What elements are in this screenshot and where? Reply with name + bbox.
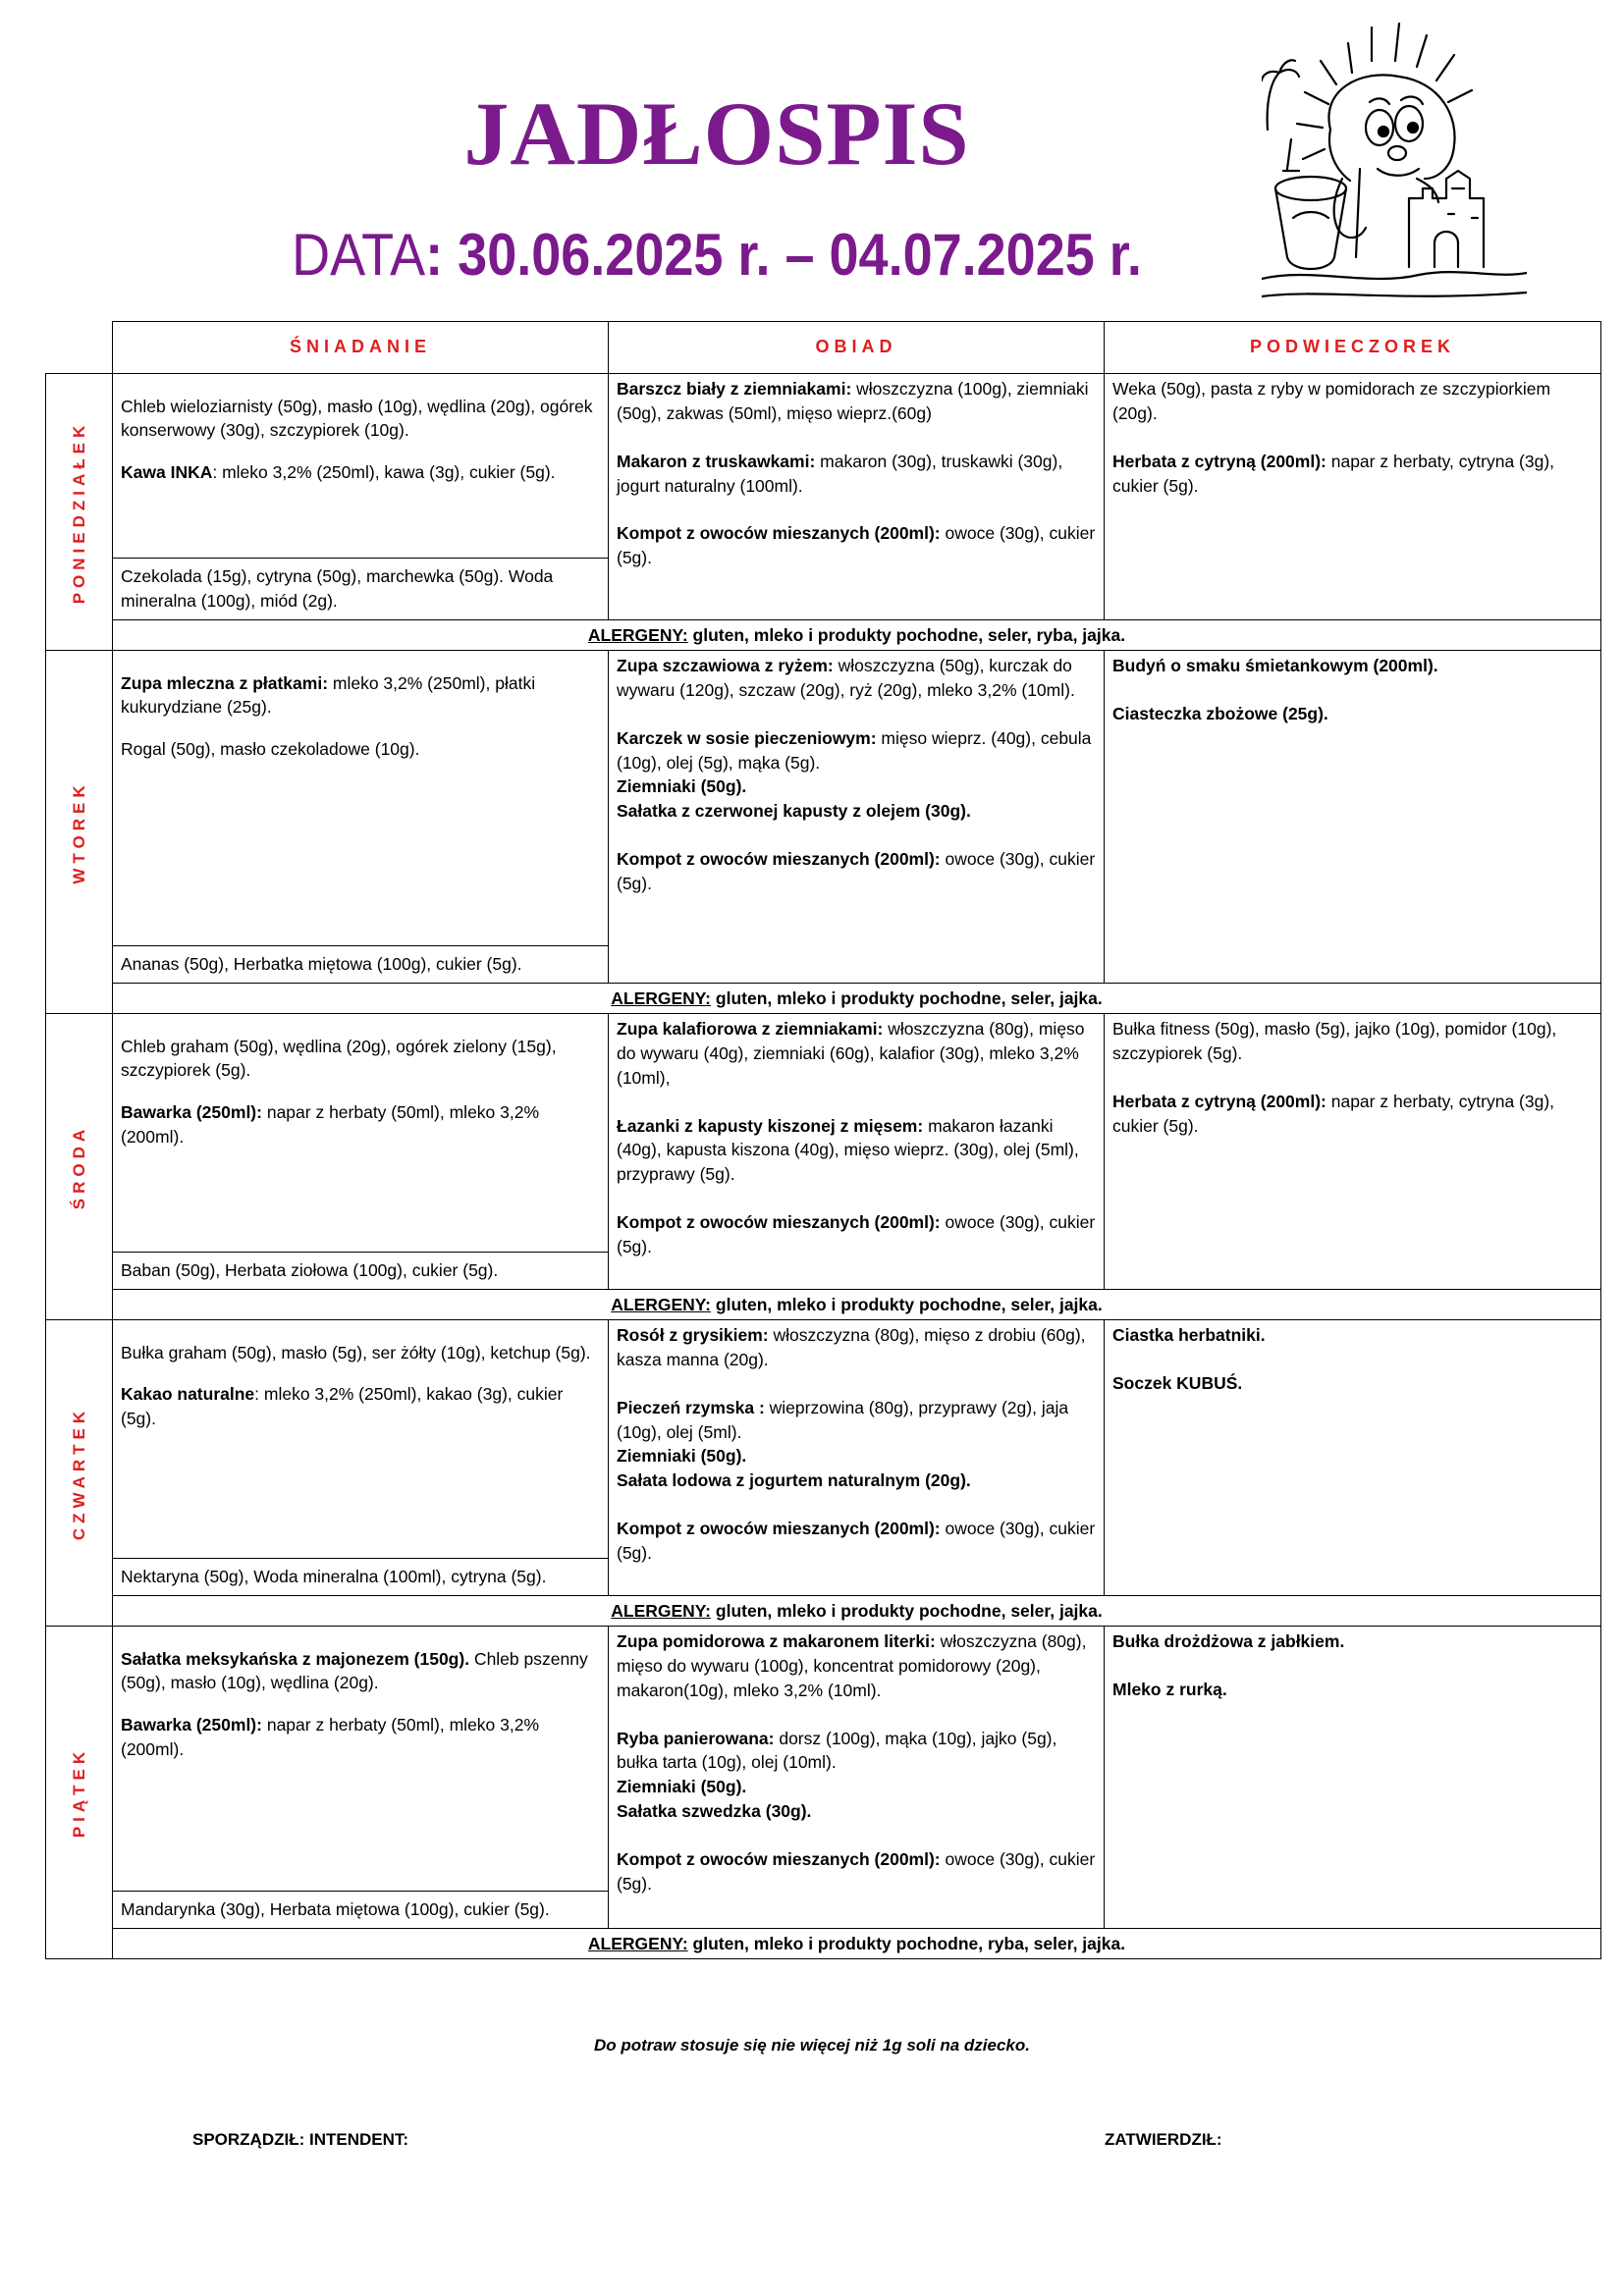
lunch-cell <box>609 1014 1105 1290</box>
dish-name: Budyń o smaku śmietankowym (200ml). <box>1112 656 1438 675</box>
dish-ingredients: Chleb graham (50g), wędlina (20g), ogórek zielony (15g), szczypiorek (5g). <box>121 1036 557 1081</box>
dish-name: Zupa kalafiorowa z ziemniakami: <box>617 1019 884 1039</box>
dish-name: Sałata lodowa z jogurtem naturalnym (20g). <box>617 1470 971 1491</box>
dish-name: Ziemniaki (50g). <box>617 1777 747 1797</box>
dish-name: Barszcz biały z ziemniakami: <box>617 379 852 399</box>
date-range <box>72 222 1362 288</box>
dish-ingredients: Rogal (50g), masło czekoladowe (10g). <box>121 738 420 759</box>
dish-name: Ciasteczka zbożowe (25g). <box>1112 703 1328 723</box>
dish-name: Kompot z owoców mieszanych (200ml): <box>617 849 941 870</box>
breakfast-main <box>113 374 608 558</box>
dish-name: Zupa mleczna z płatkami: <box>121 672 329 693</box>
day-row <box>46 1320 1601 1596</box>
dish-name: Bawarka (250ml): <box>121 1714 262 1735</box>
dish-name: Łazanki z kapusty kiszonej z mięsem: <box>617 1115 924 1136</box>
lunch-cell <box>609 1627 1105 1929</box>
menu-item <box>1112 377 1593 426</box>
menu-item <box>617 654 1096 703</box>
lunch-content <box>609 1320 1104 1572</box>
dish-ingredients: włoszczyzna (80g), mięso do wywaru (40g), ziemniaki (60g), kalafior (30g), mleko 3,2% (10ml), <box>617 1019 1085 1088</box>
lunch-content <box>609 374 1104 576</box>
dish-ingredients: Chleb wieloziarnisty (50g), masło (10g), wędlina (20g), ogórek konserwowy (30g), szczypiorek (10g). <box>121 396 593 441</box>
breakfast-content <box>113 374 608 619</box>
lunch-content <box>609 1627 1104 1902</box>
menu-item <box>1112 1678 1593 1702</box>
allergens-cell <box>113 984 1601 1014</box>
breakfast-cell <box>113 1320 609 1596</box>
date-value: : 30.06.2025 r. – 04.07.2025 r. <box>425 222 1142 288</box>
lunch-content <box>609 1014 1104 1265</box>
day-row <box>46 374 1601 620</box>
menu-item <box>617 450 1096 499</box>
menu-item <box>121 671 600 721</box>
dish-name: Bułka drożdżowa z jabłkiem. <box>1112 1631 1345 1651</box>
header-lunch: OBIAD <box>609 322 1105 374</box>
breakfast-content <box>113 651 608 983</box>
menu-item <box>617 1114 1096 1188</box>
menu-item <box>617 1775 1096 1799</box>
menu-item <box>617 1517 1096 1566</box>
dish-name: Sałatka szwedzka (30g). <box>617 1801 812 1822</box>
afternoon-cell <box>1105 374 1601 620</box>
salt-note: Do potraw stosuje się nie więcej niż 1g soli na dziecko. <box>593 2036 1030 2055</box>
menu-item <box>617 847 1096 896</box>
dish-ingredients: makaron (30g), truskawki (30g), jogurt naturalny (100ml). <box>617 451 1063 496</box>
menu-item <box>121 1035 600 1084</box>
menu-item <box>617 1727 1096 1776</box>
menu-item <box>1112 1629 1593 1654</box>
afternoon-content <box>1105 651 1600 732</box>
menu-item <box>617 1799 1096 1824</box>
day-label-cell <box>46 374 113 651</box>
menu-item <box>121 1382 600 1431</box>
morning-snack <box>113 558 608 619</box>
allergens-cell <box>113 1929 1601 1959</box>
day-row <box>46 651 1601 984</box>
menu-item <box>1112 654 1593 678</box>
breakfast-cell <box>113 374 609 620</box>
menu-item <box>617 1017 1096 1091</box>
menu-item <box>1112 1017 1593 1066</box>
allergens-list: gluten, mleko i produkty pochodne, ryba, seler, jajka. <box>692 1933 1126 1953</box>
allergens-row <box>46 1290 1601 1320</box>
snack-text: Mandarynka (30g), Herbata miętowa (100g), cukier (5g). <box>121 1899 550 1920</box>
page-title: JADŁOSPIS <box>463 83 970 184</box>
table-header-row <box>46 322 1601 374</box>
breakfast-content <box>113 1014 608 1289</box>
allergens-cell <box>113 1290 1601 1320</box>
menu-item <box>617 1629 1096 1703</box>
day-label-cell <box>46 1627 113 1959</box>
dish-ingredients: włoszczyzna (50g), kurczak do wywaru (120g), szczaw (20g), ryż (20g), mleko 3,2% (10ml). <box>617 656 1075 700</box>
dish-ingredients: owoce (30g), cukier (5g). <box>617 1212 1096 1256</box>
dish-name: Herbata z cytryną (200ml): <box>1112 451 1326 471</box>
menu-item <box>617 1444 1096 1468</box>
allergens-list: gluten, mleko i produkty pochodne, seler, jajka. <box>715 988 1103 1008</box>
dish-ingredients: napar z herbaty, cytryna (3g), cukier (5g). <box>1112 451 1555 496</box>
menu-item <box>1112 1371 1593 1396</box>
dish-ingredients: : mleko 3,2% (250ml), kakao (3g), cukier (5g). <box>121 1383 564 1428</box>
menu-table <box>45 321 1601 1959</box>
dish-ingredients: owoce (30g), cukier (5g). <box>617 1848 1096 1894</box>
dish-ingredients: owoce (30g), cukier (5g). <box>617 1519 1096 1563</box>
dish-ingredients: Bułka fitness (50g), masło (5g), jajko (10g), pomidor (10g), szczypiorek (5g). <box>1112 1019 1557 1063</box>
allergens-cell <box>113 620 1601 651</box>
dish-ingredients: napar z herbaty (50ml), mleko 3,2% (200ml). <box>121 1714 540 1759</box>
day-name: ŚRODA <box>69 1124 88 1209</box>
dish-name: Kompot z owoców mieszanych (200ml): <box>617 523 941 544</box>
menu-item <box>617 726 1096 775</box>
dish-name: Ziemniaki (50g). <box>617 1446 747 1467</box>
dish-name: Sałatka meksykańska z majonezem (150g). <box>121 1648 470 1669</box>
dish-ingredients: napar z herbaty (50ml), mleko 3,2% (200ml). <box>121 1101 540 1147</box>
menu-item <box>121 395 600 444</box>
allergens-list: gluten, mleko i produkty pochodne, seler, ryba, jajka. <box>692 624 1126 645</box>
breakfast-content <box>113 1320 608 1595</box>
menu-item <box>1112 702 1593 726</box>
breakfast-main <box>113 1014 608 1252</box>
lunch-content <box>609 651 1104 902</box>
dish-name: Herbata z cytryną (200ml): <box>1112 1091 1326 1111</box>
header-breakfast: ŚNIADANIE <box>113 322 609 374</box>
snack-text: Ananas (50g), Herbatka miętowa (100g), cukier (5g). <box>121 954 522 975</box>
dish-ingredients: dorsz (100g), mąka (10g), jajko (5g), bułka tarta (10g), olej (10ml). <box>617 1728 1057 1773</box>
dish-ingredients: owoce (30g), cukier (5g). <box>617 849 1096 893</box>
dish-ingredients: włoszczyzna (80g), mięso do wywaru (100g), koncentrat pomidorowy (20g), makaron(10g), mleko 3,2% (10ml). <box>617 1631 1087 1700</box>
day-name: PIĄTEK <box>69 1746 88 1839</box>
dish-ingredients: napar z herbaty, cytryna (3g), cukier (5g). <box>1112 1091 1555 1136</box>
day-row <box>46 1627 1601 1929</box>
breakfast-cell <box>113 651 609 984</box>
dish-name: Makaron z truskawkami: <box>617 451 816 471</box>
morning-snack <box>113 1558 608 1595</box>
morning-snack <box>113 1891 608 1928</box>
menu-item <box>121 460 600 485</box>
dish-ingredients: makaron łazanki (40g), kapusta kiszona (40g), mięso wieprz. (30g), olej (5ml), przyprawy (5g). <box>617 1115 1079 1185</box>
menu-item <box>1112 1323 1593 1348</box>
breakfast-main <box>113 1320 608 1558</box>
day-row <box>46 1014 1601 1290</box>
snack-text: Czekolada (15g), cytryna (50g), marchewka (50g). Woda mineralna (100g), miód (2g). <box>121 566 554 612</box>
menu-item <box>617 1396 1096 1445</box>
dish-ingredients: wieprzowina (80g), przyprawy (2g), jaja (10g), olej (5ml). <box>617 1397 1069 1442</box>
menu-item <box>617 377 1096 426</box>
lunch-cell <box>609 374 1105 620</box>
afternoon-content <box>1105 1320 1600 1402</box>
menu-item <box>617 1468 1096 1493</box>
approved-by-label: ZATWIERDZIŁ: <box>1105 2130 1222 2149</box>
dish-name: Zupa pomidorowa z makaronem literki: <box>617 1631 936 1651</box>
afternoon-content <box>1105 1014 1600 1144</box>
dish-ingredients: Chleb pszenny (50g), masło (10g), wędlina (20g). <box>121 1648 588 1693</box>
breakfast-main <box>113 651 608 945</box>
sun-sandcastle-icon <box>1262 22 1527 306</box>
dish-name: Ciastka herbatniki. <box>1112 1325 1266 1345</box>
dish-ingredients: mleko 3,2% (250ml), płatki kukurydziane (25g). <box>121 672 536 718</box>
menu-item <box>121 1341 600 1365</box>
allergens-label: ALERGENY: <box>611 988 712 1008</box>
morning-snack <box>113 1252 608 1289</box>
lunch-cell <box>609 651 1105 984</box>
allergens-row <box>46 1596 1601 1627</box>
dish-name: Kakao naturalne <box>121 1383 255 1404</box>
allergens-label: ALERGENY: <box>611 1600 712 1621</box>
day-name: CZWARTEK <box>69 1406 88 1540</box>
day-label-cell <box>46 1014 113 1320</box>
dish-name: Kompot z owoców mieszanych (200ml): <box>617 1848 941 1869</box>
breakfast-cell <box>113 1627 609 1929</box>
lunch-cell <box>609 1320 1105 1596</box>
menu-item <box>121 737 600 762</box>
dish-ingredients: : mleko 3,2% (250ml), kawa (3g), cukier (5g). <box>212 461 556 482</box>
dish-name: Sałatka z czerwonej kapusty z olejem (30g). <box>617 801 971 822</box>
dish-name: Kompot z owoców mieszanych (200ml): <box>617 1212 941 1233</box>
day-name: PONIEDZIAŁEK <box>69 420 88 604</box>
menu-body <box>46 374 1601 1959</box>
allergens-row <box>46 620 1601 651</box>
dish-name: Soczek KUBUŚ. <box>1112 1372 1243 1393</box>
allergens-label: ALERGENY: <box>611 1294 712 1314</box>
afternoon-cell <box>1105 1014 1601 1290</box>
snack-text: Nektaryna (50g), Woda mineralna (100ml), cytryna (5g). <box>121 1567 547 1587</box>
dish-name: Rosół z grysikiem: <box>617 1325 769 1345</box>
allergens-list: gluten, mleko i produkty pochodne, seler, jajka. <box>715 1294 1103 1314</box>
afternoon-content <box>1105 1627 1600 1708</box>
dish-ingredients: włoszczyzna (80g), mięso z drobiu (60g), kasza manna (20g). <box>617 1325 1086 1369</box>
allergens-row <box>46 984 1601 1014</box>
menu-item <box>617 774 1096 799</box>
header-afternoon: PODWIECZOREK <box>1105 322 1601 374</box>
dish-name: Mleko z rurką. <box>1112 1679 1227 1699</box>
dish-ingredients: owoce (30g), cukier (5g). <box>617 523 1096 568</box>
dish-name: Zupa szczawiowa z ryżem: <box>617 656 834 675</box>
day-name: WTOREK <box>69 779 88 884</box>
dish-ingredients: włoszczyzna (100g), ziemniaki (50g), zakwas (50ml), mięso wieprz.(60g) <box>617 379 1089 423</box>
dish-ingredients: Weka (50g), pasta z ryby w pomidorach ze szczypiorkiem (20g). <box>1112 379 1551 423</box>
breakfast-content <box>113 1627 608 1928</box>
morning-snack <box>113 945 608 983</box>
dish-ingredients: mięso wieprz. (40g), cebula (10g), olej (5g), mąka (5g). <box>617 727 1092 773</box>
day-label-cell <box>46 1320 113 1627</box>
prepared-by-label: SPORZĄDZIŁ: INTENDENT: <box>192 2130 409 2149</box>
snack-text: Baban (50g), Herbata ziołowa (100g), cukier (5g). <box>121 1260 499 1281</box>
menu-item <box>121 1713 600 1762</box>
breakfast-main <box>113 1627 608 1891</box>
afternoon-cell <box>1105 1627 1601 1929</box>
dish-name: Karczek w sosie pieczeniowym: <box>617 727 877 748</box>
breakfast-cell <box>113 1014 609 1290</box>
allergens-cell <box>113 1596 1601 1627</box>
allergens-row <box>46 1929 1601 1959</box>
menu-item <box>617 1847 1096 1896</box>
menu-item <box>121 1647 600 1696</box>
dish-name: Ryba panierowana: <box>617 1728 775 1748</box>
allergens-list: gluten, mleko i produkty pochodne, seler, jajka. <box>715 1600 1103 1621</box>
allergens-label: ALERGENY: <box>587 1933 688 1953</box>
menu-item <box>121 1100 600 1149</box>
allergens-label: ALERGENY: <box>587 624 688 645</box>
day-label-cell <box>46 651 113 1014</box>
dish-name: Kawa INKA <box>121 461 213 482</box>
header-corner <box>46 322 113 374</box>
dish-ingredients: Bułka graham (50g), masło (5g), ser żółty (10g), ketchup (5g). <box>121 1342 591 1362</box>
menu-item <box>617 521 1096 570</box>
dish-name: Kompot z owoców mieszanych (200ml): <box>617 1519 941 1539</box>
menu-item <box>617 1210 1096 1259</box>
dish-name: Ziemniaki (50g). <box>617 776 747 797</box>
afternoon-cell <box>1105 651 1601 984</box>
dish-name: Pieczeń rzymska : <box>617 1397 765 1417</box>
date-label: DATA <box>292 222 426 288</box>
menu-item <box>1112 450 1593 499</box>
menu-item <box>1112 1090 1593 1139</box>
menu-item <box>617 1323 1096 1372</box>
dish-name: Bawarka (250ml): <box>121 1101 262 1122</box>
menu-item <box>617 799 1096 824</box>
afternoon-cell <box>1105 1320 1601 1596</box>
afternoon-content <box>1105 374 1600 504</box>
